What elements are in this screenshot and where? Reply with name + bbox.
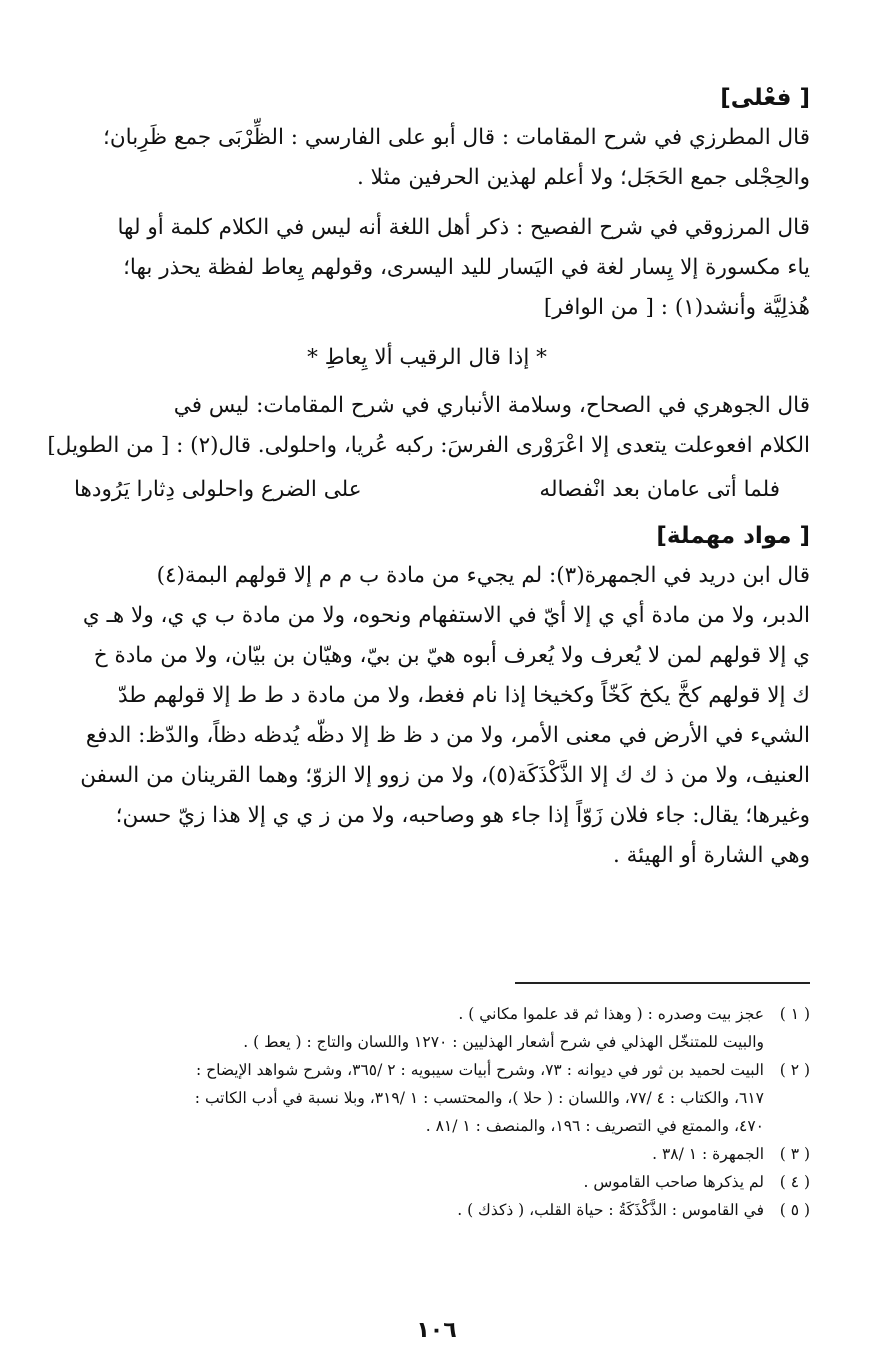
text-line: الدبر، ولا من مادة أي ي إلا أيّ في الاستفهام ونحوه، ولا من مادة ب ي ي، ولا هـ ي xyxy=(82,603,810,628)
section-heading-muhmala: [ مواد مهملة] xyxy=(656,523,810,549)
page-number: ١٠٦ xyxy=(416,1318,457,1343)
footnote-text: في القاموس : الذَّكْذَكَةُ : حياة القلب، ( ذكذك ) . xyxy=(457,1201,764,1219)
text-line: قال المطرزي في شرح المقامات : قال أبو على الفارسي : الظِّرْبَى جمع ظَرِبان؛ xyxy=(103,125,810,150)
text-line: قال الجوهري في الصحاح، وسلامة الأنباري في شرح المقامات: ليس في xyxy=(173,393,810,418)
poetry-verse xyxy=(74,470,780,510)
footnote-separator xyxy=(515,982,810,984)
verse-first-half: فلما أتى عامان بعد انْفصاله xyxy=(539,477,780,502)
text-line: ياء مكسورة إلا يِسار لغة في اليَسار لليد اليسرى، وقولهم يِعاط لفظة يحذر بها؛ xyxy=(123,255,810,280)
text-line: والحِجْلى جمع الحَجَل؛ ولا أعلم لهذين الحرفين مثلا . xyxy=(357,165,810,190)
text-line: قال ابن دريد في الجمهرة(٣): لم يجيء من مادة ب م م إلا قولهم البمة(٤) xyxy=(156,563,810,588)
verse-second-half: على الضرع واحلولى دِثارا يَرُودها xyxy=(74,477,362,502)
text-line: الكلام افعوعلت يتعدى إلا اعْرَوْرى الفرسَ: ركبه عُريا، واحلولى. قال(٢) : [ من الطويل] xyxy=(47,433,810,458)
text-line: العنيف، ولا من ذ ك ك إلا الذَّكْذَكَة(٥)، ولا من زوو إلا الزوّ؛ وهما القرينان من السفن xyxy=(80,763,810,788)
footnote-number: ( ٥ ) xyxy=(779,1201,810,1219)
footnotes xyxy=(44,1000,810,1224)
footnote-3 xyxy=(44,1140,810,1168)
footnote-text: الجمهرة : ١ /٣٨ . xyxy=(652,1145,764,1163)
page-body xyxy=(44,78,810,876)
footnote-text: والبيت للمتنخّل الهذلي في شرح أشعار الهذليين : ١٢٧٠ واللسان والتاج : ( يعط ) . xyxy=(243,1033,764,1051)
text-line: وغيرها؛ يقال: جاء فلان زَوّاً إذا جاء هو وصاحبه، ولا من ز ي ي إلا هذا زيّ حسن؛ xyxy=(115,803,810,828)
footnote-5 xyxy=(44,1196,810,1224)
footnote-text: ٤٧٠، والممتع في التصريف : ١٩٦، والمنصف : ١ /٨١ . xyxy=(425,1117,764,1135)
text-line: قال المرزوقي في شرح الفصيح : ذكر أهل اللغة أنه ليس في الكلام كلمة أو لها xyxy=(117,215,810,240)
footnote-1 xyxy=(44,1000,810,1056)
text-line: ي إلا قولهم لمن لا يُعرف ولا يُعرف أبوه هيّ بن بيّ، وهيّان بن بيّان، ولا من مادة خ xyxy=(93,643,810,668)
text-line: هُذلِيَّة وأنشد(١) : [ من الوافر] xyxy=(543,295,810,320)
text-line: ك إلا قولهم كخَّ يكخ كَخّاً وكخيخا إذا نام فغط، ولا من مادة د ط ط إلا قولهم طدّ xyxy=(118,683,810,708)
footnote-4 xyxy=(44,1168,810,1196)
footnote-2 xyxy=(44,1056,810,1140)
footnote-text: لم يذكرها صاحب القاموس . xyxy=(583,1173,764,1191)
footnote-number: ( ٢ ) xyxy=(779,1061,810,1079)
section-heading-fula: [ فعْلى] xyxy=(720,85,810,111)
verse-hemistich: * إذا قال الرقيب ألا يِعاطِ * xyxy=(307,345,547,370)
text-line: وهي الشارة أو الهيئة . xyxy=(612,843,810,868)
footnote-text: ٦١٧، والكتاب : ٤ /٧٧، واللسان : ( حلا )، والمحتسب : ١ /٣١٩، وبلا نسبة في أدب الكاتب : xyxy=(194,1089,764,1107)
footnote-number: ( ٣ ) xyxy=(779,1145,810,1163)
paragraph-jawhari xyxy=(44,386,810,466)
footnote-text: البيت لحميد بن ثور في ديوانه : ٧٣، وشرح أبيات سيبويه : ٢ /٣٦٥، وشرح شواهد الإيضاح : xyxy=(195,1061,764,1079)
footnote-number: ( ٤ ) xyxy=(779,1173,810,1191)
paragraph-mutarrizi xyxy=(44,118,810,198)
footnote-number: ( ١ ) xyxy=(779,1005,810,1023)
paragraph-marzuqi xyxy=(44,208,810,328)
paragraph-ibn-durayd xyxy=(44,556,810,876)
text-line: الشيء في الأرض في معنى الأمر، ولا من د ظ ظ إلا دظّه يُدظه دظاً، والدّظ: الدفع xyxy=(85,723,810,748)
footnote-text: عجز بيت وصدره : ( وهذا ثم قد علموا مكاني ) . xyxy=(458,1005,764,1023)
